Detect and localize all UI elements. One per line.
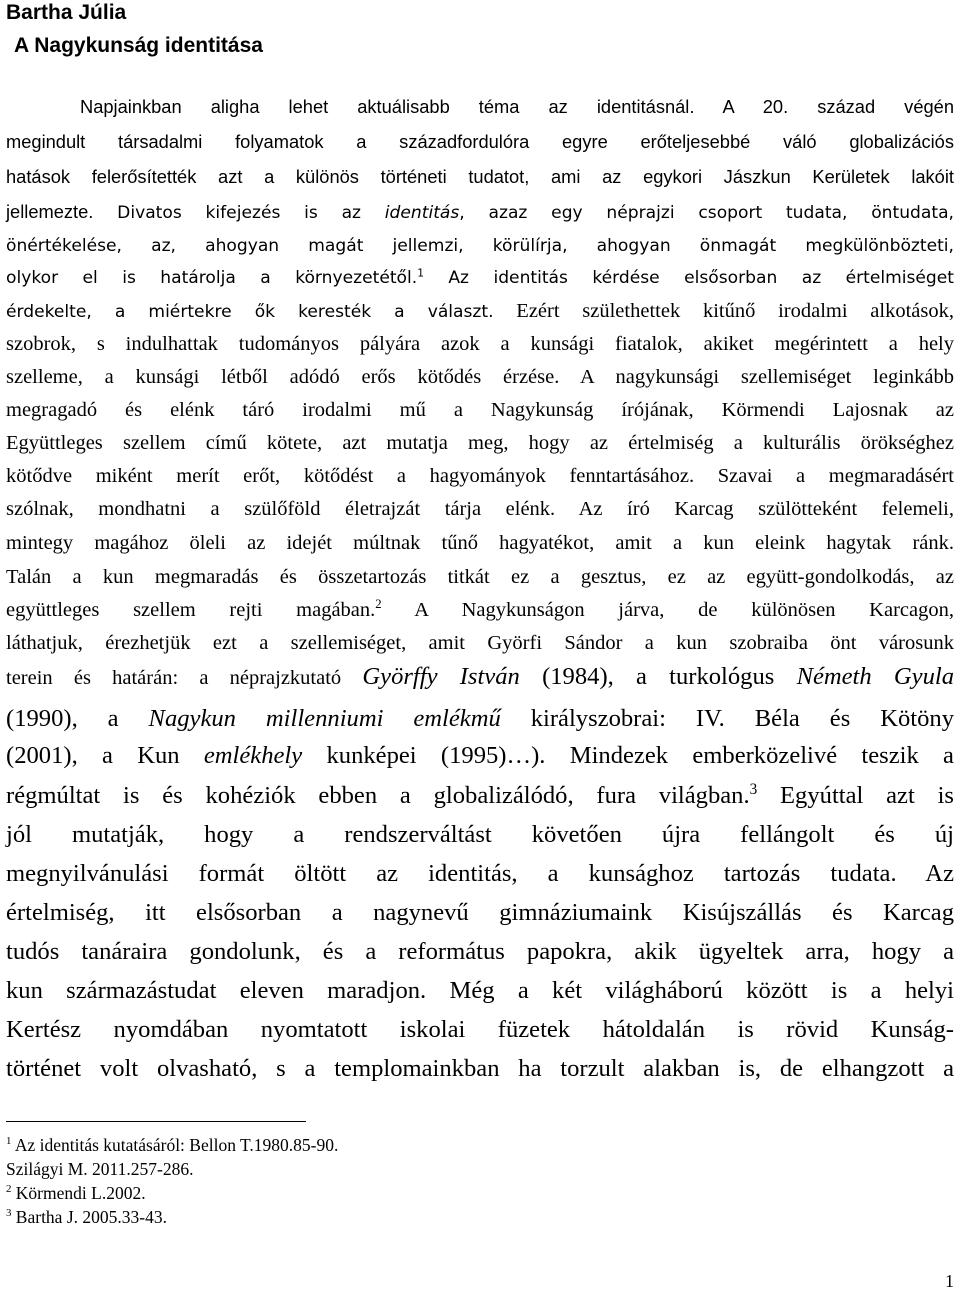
text-line: kötődve miként merít erőt, kötődést a hagyományok fenntartásához. Szavai a megmaradásért (6, 465, 954, 487)
text-line: Kertész nyomdában nyomtatott iskolai füzetek hátoldalán is rövid Kunság- (6, 1016, 954, 1043)
footnote-mark: 3 (6, 1207, 12, 1220)
text-line: szobrok, s indulhattak tudományos pályára azok a kunsági fiatalok, akiket megérintett a hely (6, 333, 954, 355)
text-line: értelmiség, itt elsősorban a nagynevű gimnáziumaink Kisújszállás és Karcag (6, 899, 954, 926)
text-line: Talán a kun megmaradás és összetartozás titkát ez a gesztus, ez az együtt-gondolkodás, az (6, 566, 954, 588)
text-line: jól mutatják, hogy a rendszerváltást követően újra fellángolt és új (6, 821, 954, 848)
text-line: megindult társadalmi folyamatok a századfordulóra egyre erőteljesebbé váló globalizációs (6, 131, 954, 152)
text-line: megragadó és elénk táró irodalmi mű a Nagykunság írójának, Körmendi Lajosnak az (6, 399, 954, 421)
text-line: láthatjuk, érezhetjük ezt a szellemiséget, amit Györfi Sándor a kun szobraiba önt városunk (6, 632, 954, 654)
footnote-mark: 2 (6, 1183, 12, 1196)
text-line: megnyilvánulási formát öltött az identitás, a kunsághoz tartozás tudata. Az (6, 860, 954, 887)
footnote: Szilágyi M. 2011.257-286. (6, 1159, 194, 1179)
footnote: $^1$ Az identitás kutatásáról: Bellon T.1980.85-90. (6, 1135, 339, 1155)
footnote: $^2$ Körmendi L.2002. (6, 1183, 146, 1203)
text-line: Együttleges szellem című kötete, azt mutatja meg, hogy az értelmiség a kulturális örökséghez (6, 432, 954, 454)
text-line: (1990), a Nagykun millenniumi emlékmű királyszobrai: IV. Béla és Kötöny (6, 705, 954, 732)
text-line: szelleme, a kunsági létből adódó erős kötődés érzése. A nagykunsági szellemiséget leginkább (6, 366, 954, 388)
text-line: (2001), a Kun emlékhely kunképei (1995)…). Mindezek emberközelivé teszik a (6, 742, 954, 769)
text-line: mintegy magához öleli az idejét múltnak tűnő hagyatékot, amit a kun eleink hagytak ránk. (6, 532, 954, 554)
text-line: kun származástudat eleven maradjon. Még a két világháború között is a helyi (6, 977, 954, 1004)
page-number: 1 (945, 1271, 954, 1291)
text-line: érdekelte, a miértekre ők keresték a választ. Ezért születhettek kitűnő irodalmi alkotások, (6, 300, 954, 322)
footnote: $^3$ Bartha J. 2005.33-43. (6, 1207, 167, 1227)
text-line: történet volt olvasható, s a templomainkban ha torzult alakban is, de elhangzott a (6, 1055, 954, 1082)
author-name: Bartha Júlia (6, 1, 127, 24)
text-line: jellemezte. Divatos kifejezés is az identitás, azaz egy néprajzi csoport tudata, öntudata, (6, 201, 954, 223)
text-line: olykor el is határolja a környezetétől.$^1$ Az identitás kérdése elsősorban az értelmiséget (6, 267, 954, 288)
footnote-mark: 1 (6, 1135, 12, 1148)
footnote-ref: 3 (749, 780, 758, 798)
text-line: tudós tanáraira gondolunk, és a református papokra, akik ügyeltek arra, hogy a (6, 938, 954, 965)
footnote-ref: 2 (375, 597, 382, 612)
footnote-separator (6, 1121, 306, 1122)
text-line: önértékelése, az, ahogyan magát jellemzi, körülírja, ahogyan önmagát megkülönbözteti, (6, 236, 954, 256)
text-line: terein és határán: a néprajzkutató Györffy István (1984), a turkológus Németh Gyula (6, 663, 955, 690)
text-line: szólnak, mondhatni a szülőföld életrajzát tárja elénk. Az író Karcag szülötteként felemeli, (6, 498, 954, 520)
text-line: együttleges szellem rejti magában.$^2$ A Nagykunságon járva, de különösen Karcagon, (6, 597, 954, 621)
text-line: hatások felerősítették azt a különös történeti tudatot, ami az egykori Jászkun Kerületek lakóit (6, 166, 954, 187)
document-title: A Nagykunság identitása (14, 34, 263, 57)
footnote-ref: 1 (417, 267, 424, 280)
text-line: Napjainkban aligha lehet aktuálisabb téma az identitásnál. A 20. század végén (80, 96, 954, 117)
text-line: régmúltat is és kohéziók ebben a globalizálódó, fura világban.$^3$ Egyúttal azt is (6, 780, 954, 809)
